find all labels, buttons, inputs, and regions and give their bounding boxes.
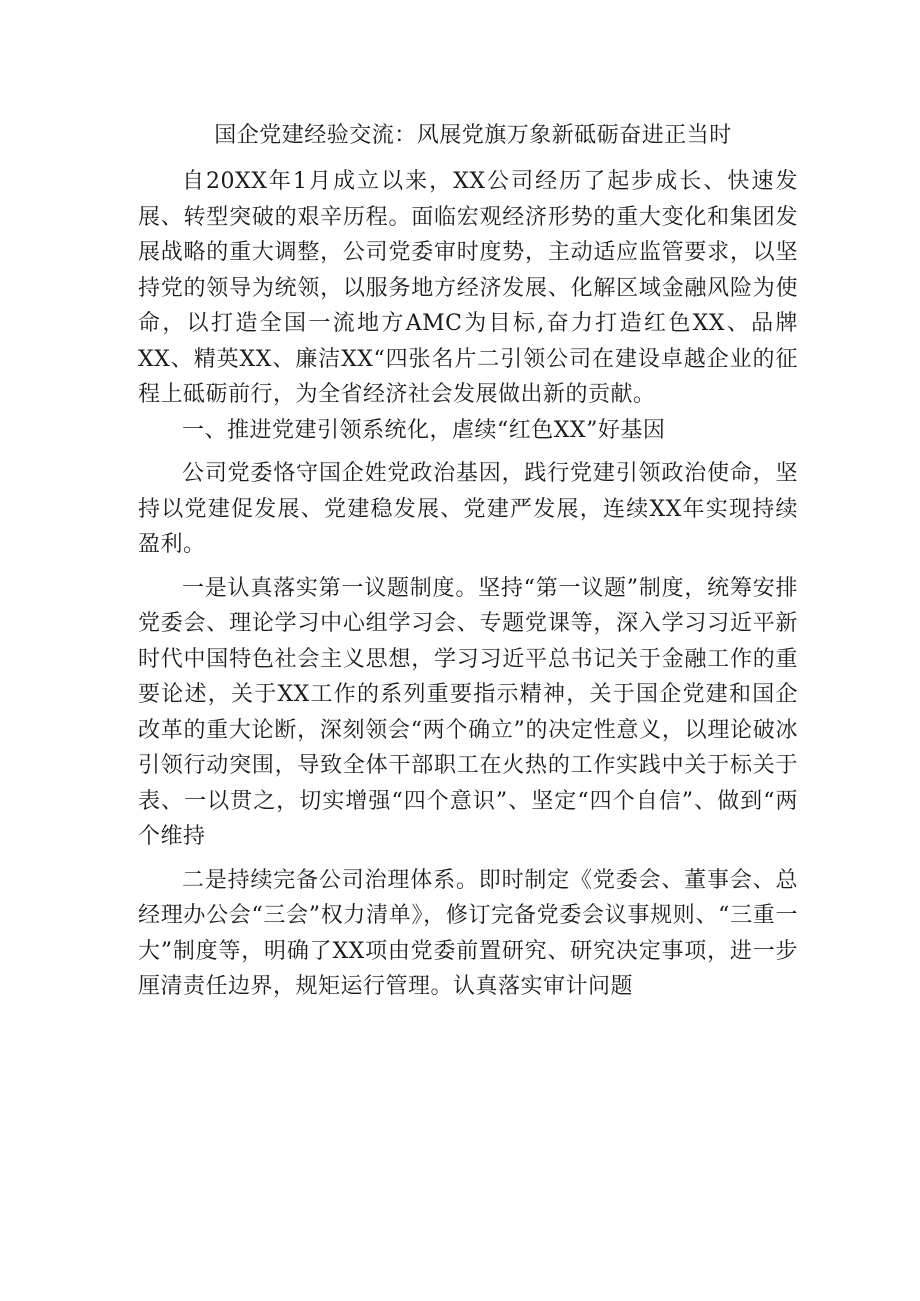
paragraph-section-1-summary: 公司党委恪守国企姓党政治基因，践行党建引领政治使命，坚持以党建促发展、党建稳发展、党建严发展，连续XX年实现持续盈利。 xyxy=(138,461,798,557)
document-page xyxy=(138,118,798,1005)
section-heading-1: 一、推进党建引领系统化，虐续“红色XX”好基因 xyxy=(182,417,666,443)
paragraph-intro: 自20XX年1月成立以来，XX公司经历了起步成长、快速发展、转型突破的艰辛历程。面临宏观经济形势的重大变化和集团发展战略的重大调整，公司党委审时度势，主动适应监管要求，以坚持党的领导为统领，以服务地方经济发展、化解区域金融风险为使命，以打造全国一流地方AMC为目标,奋力打造红色XX、品牌XX、精英XX、廉洁XX“四张名片二引领公司在建设卓越企业的征程上砥砺前行，为全省经济社会发展做出新的贡献。 xyxy=(138,169,798,407)
document-title: 国企党建经验交流：风展党旗万象新砥砺奋进正当时 xyxy=(214,123,732,148)
paragraph-first-agenda: 一是认真落实第一议题制度。坚持“第一议题”制度，统筹安排党委会、理论学习中心组学习会、专题党课等，深入学习习近平新时代中国特色社会主义思想，学习习近平总书记关于金融工作的重要论述，关于XX工作的系列重要指示精神，关于国企党建和国企改革的重大论断，深刻领会“两个确立”的决定性意义，以理论破冰引领行动突围，导致全体干部职工在火热的工作实践中关于标关于表、一以贯之，切实增强“四个意识”、坚定“四个自信”、做到“两个维持 xyxy=(138,575,798,849)
paragraph-governance: 二是持续完备公司治理体系。即时制定《党委会、董事会、总经理办公会“三会”权力清单》，修订完备党委会议事规则、“三重一大”制度等，明确了XX项由党委前置研究、研究决定事项，进一步厘清责任边界，规矩运行管理。认真落实审计问题 xyxy=(138,867,798,999)
